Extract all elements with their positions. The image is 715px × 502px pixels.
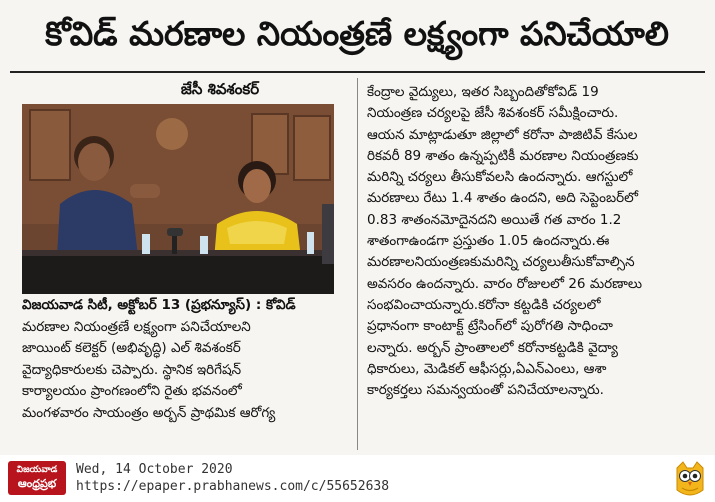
- body-line: శాతంగాఉండగా ప్రస్తుతం 1.05 ఉందన్నారు.ఈ: [367, 233, 610, 250]
- body-line: మరణాలు రేటు 1.4 శాతం ఉందని, అది సెప్టెంబర్‌లో: [367, 190, 639, 207]
- owl-icon: [673, 460, 707, 498]
- body-line: నియంత్రణ చర్యలపై జేసీ శివశంకర్ సమీక్షించారు.: [367, 105, 619, 122]
- body-line: అవసరం ఉందన్నారు. వారం రోజులలో 26 మరణాలు: [367, 275, 643, 292]
- article-photo: [22, 104, 334, 294]
- epaper-footer: [0, 455, 715, 502]
- intro-line: జాయింట్ కలెక్టర్ (అభివృద్ధి) ఎల్ శివశంకర్: [22, 340, 241, 356]
- article-intro: [22, 295, 350, 424]
- headline-divider: [10, 71, 705, 73]
- body-line: మరణాలనియంత్రణకుమరిన్ని చర్యలుతీసుకోవాల్సిన: [367, 254, 635, 271]
- body-line: కేంద్రాల వైద్యులు, ఇతర సిబ్బందితోకోవిడ్ 19: [367, 84, 599, 100]
- body-line: మరిన్ని చర్యలు తీసుకోవలసి ఉందన్నారు. ఆగస్టులో: [367, 169, 633, 186]
- body-line: ఆయన మాట్లాడుతూ జిల్లాలో కరోనా పాజిటివ్ కేసుల: [367, 126, 638, 143]
- article-body-column: [367, 82, 707, 401]
- column-divider: [357, 78, 358, 450]
- intro-line: వైద్యాధికారులకు చెప్పారు. స్థానిక ఇరిగేషన్: [22, 361, 242, 378]
- epaper-link[interactable]: https://epaper.prabhanews.com/c/55652638: [76, 479, 390, 494]
- logo-edition: విజయవాడ: [16, 465, 58, 475]
- body-line: ధికారులు, మెడికల్ ఆఫీసర్లు,ఏఎన్ఎంలు, ఆశా: [367, 360, 607, 377]
- footer-meta: [76, 461, 389, 495]
- body-line: కార్యకర్తలు సమన్వయంతో పనిచేయాలన్నారు.: [367, 382, 604, 399]
- byline: జేసీ శివశంకర్: [180, 80, 260, 98]
- body-line: రికవరీ 89 శాతం ఉన్నప్పటికీ మరణాల నియంత్రణకు: [367, 147, 639, 164]
- intro-line: మరణాల నియంత్రణే లక్ష్యంగా పనిచేయాలని: [22, 318, 251, 335]
- headline: కోవిడ్ మరణాల నియంత్రణే లక్ష్యంగా పనిచేయాలి: [45, 13, 669, 53]
- body-line: లన్నారు. అర్బన్ ప్రాంతాలలో కరోనాకట్టడికి వైద్యా: [367, 339, 618, 356]
- intro-line: కార్యాలయం ప్రాంగణంలోని రైతు భవనంలో: [22, 383, 242, 399]
- body-line: సంభవించాయన్నారు.కరోనా కట్టడికి చర్యలలో: [367, 296, 601, 313]
- logo-name: ఆంధ్రప్రభ: [17, 477, 57, 490]
- intro-line: విజయవాడ సిటీ, అక్టోబర్ 13 (ప్రభన్యూస్) : కోవిడ్: [22, 297, 296, 313]
- publish-date: Wed, 14 October 2020: [76, 462, 233, 477]
- body-line: ప్రధానంగా కాంటాక్ట్ ట్రేసింగ్‌లో పురోగతి సాధించా: [367, 318, 613, 335]
- newspaper-logo[interactable]: [8, 461, 66, 495]
- body-line: 0.83 శాతంనమోదైనదని అయితే గత వారం 1.2: [367, 211, 622, 228]
- intro-line: మంగళవారం సాయంత్రం అర్బన్ ప్రాథమిక ఆరోగ్య: [22, 404, 276, 421]
